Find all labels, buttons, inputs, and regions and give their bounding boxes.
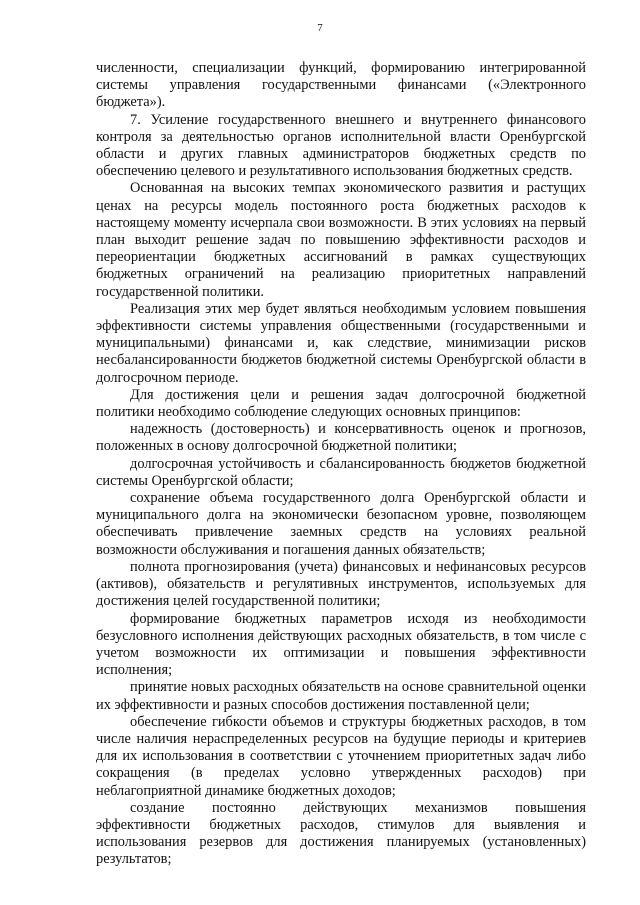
principle-efficiency-mechanisms: создание постоянно действующих механизмов повышения эффективности бюджетных расходов, стимулов для выявления и использования резервов для достижения планируемых (установленных) результатов; [96, 799, 586, 868]
principle-new-obligations: принятие новых расходных обязательств на основе сравнительной оценки их эффективности и разных способов достижения поставленной цели; [96, 679, 586, 713]
principle-forecast-completeness: полнота прогнозирования (учета) финансовых и нефинансовых ресурсов (активов), обязательств и регулятивных инструментов, используемых для достижения целей государственной политики; [96, 558, 586, 610]
paragraph-principles-intro: Для достижения цели и решения задач долгосрочной бюджетной политики необходимо соблюдение следующих основных принципов: [96, 386, 586, 421]
principle-flexibility: обеспечение гибкости объемов и структуры бюджетных расходов, в том числе наличия нераспределенных ресурсов на будущие периоды и критериев для их использования в соответствии с уточнением приоритетных задач либо сокращения (в пределах условно утвержденных расходов) при неблагоприятной динамике бюджетных доходов; [96, 713, 586, 799]
paragraph-continuation: численности, специализации функций, формированию интегрированной системы управления государственными финансами («Электронного бюджета»). [96, 60, 586, 111]
paragraph-measures: Реализация этих мер будет являться необходимым условием повышения эффективности системы управления общественными (государственными и муниципальными) финансами и, как следствие, минимизации рисков несбалансированности бюджетов бюджетной системы Оренбургской области в долгосрочном периоде. [96, 300, 586, 386]
principle-budget-parameters: формирование бюджетных параметров исходя из необходимости безусловного исполнения действующих расходных обязательств, в том числе с учетом возможности их оптимизации и повышения эффективности исполнения; [96, 610, 586, 679]
paragraph-item-7: 7. Усиление государственного внешнего и внутреннего финансового контроля за деятельностью органов исполнительной власти Оренбургской области и других главных администраторов бюджетных средств по обеспечению целевого и результативного использования бюджетных средств. [96, 111, 586, 180]
principle-reliability: надежность (достоверность) и консервативность оценок и прогнозов, положенных в основу долгосрочной бюджетной политики; [96, 421, 586, 455]
principle-sustainability: долгосрочная устойчивость и сбалансированность бюджетов бюджетной системы Оренбургской области; [96, 455, 586, 489]
page-number: 7 [317, 22, 323, 34]
paragraph-budget-model: Основанная на высоких темпах экономического развития и растущих ценах на ресурсы модель постоянного роста бюджетных расходов к настоящему моменту исчерпала свои возможности. В этих условиях на первый план выходит решение задач по повышению эффективности расходов и переориентации бюджетных ассигнований в рамках существующих бюджетных ограничений на реализацию приоритетных направлений государственной политики. [96, 180, 586, 300]
principle-debt-level: сохранение объема государственного долга Оренбургской области и муниципального долга на экономически безопасном уровне, позволяющем обеспечивать привлечение заемных средств на условиях реальной возможности обслуживания и погашения данных обязательств; [96, 490, 586, 558]
document-body [96, 60, 586, 869]
